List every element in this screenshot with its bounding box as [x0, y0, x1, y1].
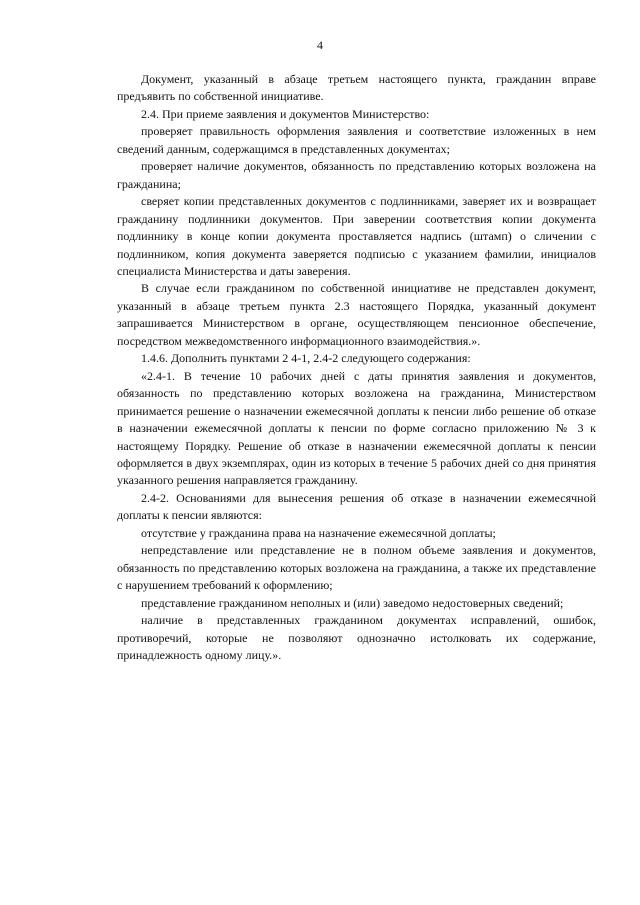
document-body: [117, 71, 596, 664]
paragraph: отсутствие у гражданина права на назначение ежемесячной доплаты;: [141, 525, 496, 540]
paragraph: 1.4.6. Дополнить пунктами 2 4-1, 2.4-2 следующего содержания:: [141, 351, 471, 366]
paragraph: наличие в представленных гражданином документах исправлений, ошибок, противоречий, которые не позволяют однозначно истолковать их содержание, принадлежность одному лицу.».: [117, 613, 596, 662]
paragraph: 2.4-2. Основаниями для вынесения решения об отказе в назначении ежемесячной доплаты к пенсии являются:: [117, 490, 596, 523]
paragraph: проверяет наличие документов, обязанность по представлению которых возложена на гражданина;: [117, 159, 596, 191]
paragraph: непредставление или представление не в полном объеме заявления и документов, обязанность по представлению которых возложена на гражданина, а также их представление с нарушением требований к оформлению;: [117, 543, 596, 593]
paragraph: Документ, указанный в абзаце третьем настоящего пункта, гражданин вправе предъявить по собственной инициативе.: [117, 72, 596, 104]
paragraph: представление гражданином неполных и (или) заведомо недостоверных сведений;: [141, 595, 564, 610]
page-number: 4: [317, 38, 323, 52]
paragraph: проверяет правильность оформления заявления и соответствие изложенных в нем сведений данным, содержащимся в представленных документах;: [117, 124, 596, 156]
paragraph: 2.4. При приеме заявления и документов Министерство:: [141, 106, 430, 121]
paragraph: сверяет копии представленных документов с подлинниками, заверяет их и возвращает гражданину подлинники документов. При заверении соответствия копии документа подлиннику в конце копии документа проставляется надпись (штамп) о сличении с подлинником, копия документа заверяется подписью с указанием фамилии, инициалов специалиста Министерства и даты заверения.: [117, 194, 596, 278]
paragraph: «2.4-1. В течение 10 рабочих дней с даты принятия заявления и документов, обязанность по представлению которых возложена на гражданина, Министерством принимается решение о назначении ежемесячной доплаты к пенсии либо решение об отказе в назначении ежемесячной доплаты к пенсии по форме согласно приложению № 3 к настоящему Порядку. Решение об отказе в назначении ежемесячной доплаты к пенсии оформляется в двух экземплярах, один из которых в течение 5 рабочих дней со дня принятия указанного решения направляется гражданину.: [117, 368, 596, 488]
paragraph: В случае если гражданином по собственной инициативе не представлен документ, указанный в абзаце третьем пункта 2.3 настоящего Порядка, указанный документ запрашивается Министерством в органе, осуществляющем пенсионное обеспечение, посредством межведомственного информационного взаимодействия.».: [117, 281, 596, 348]
